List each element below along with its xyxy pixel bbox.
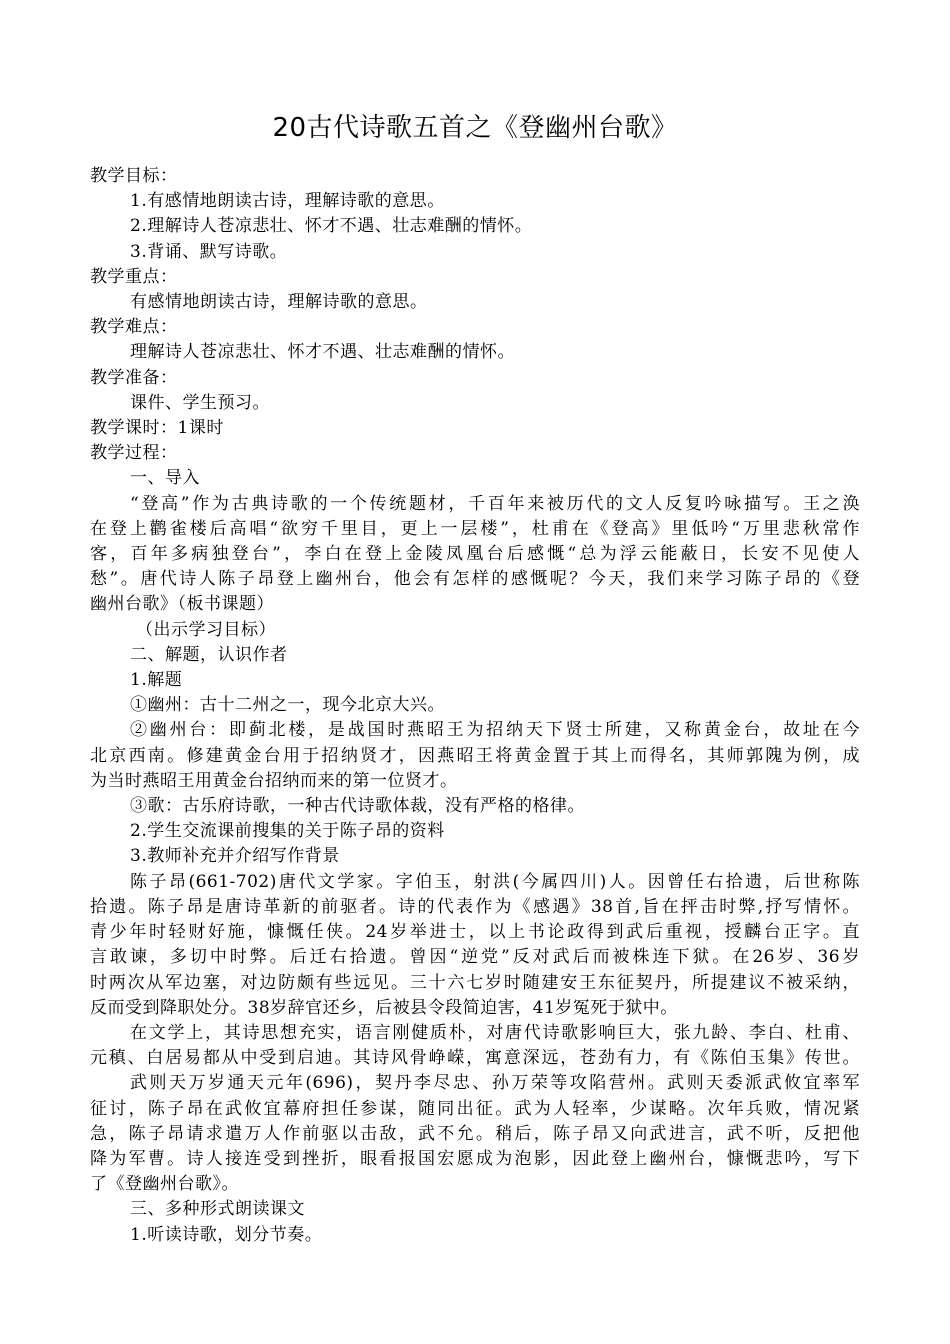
- text-line: 1.听读诗歌，划分节奏。: [130, 1224, 323, 1245]
- text-line: 客，百年多病独登台”，李白在登上金陵凤凰台后感慨“总为浮云能蔽日，长安不见使人: [90, 544, 860, 565]
- text-line: 急，陈子昂请求遣万人作前驱以击敌，武不允。稍后，陈子昂又向武进言，武不听，反把他: [90, 1123, 860, 1144]
- text-line: ②幽州台：即蓟北楼，是战国时燕昭王为招纳天下贤士所建，又称黄金台，故址在今: [130, 720, 860, 741]
- text-line: 陈子昂(661-702)唐代文学家。字伯玉，射洪(今属四川)人。因曾任右拾遗，后世称陈: [130, 871, 860, 892]
- text-line: 课件、学生预习。: [130, 392, 270, 413]
- text-line: 教学目标：: [90, 166, 178, 186]
- text-line: 反而受到降职处分。38岁辞官还乡，后被县令段简迫害，41岁冤死于狱中。: [90, 997, 678, 1018]
- document-title: 20古代诗歌五首之《登幽州台歌》: [272, 113, 678, 143]
- text-line: 时两次从军边塞，对边防颇有些远见。三十六七岁时随建安王东征契丹，所提建议不被采纳，: [90, 972, 860, 993]
- text-line: 1.解题: [130, 670, 183, 691]
- text-line: 青少年时轻财好施，慷慨任侠。24岁举进士，以上书论政得到武后重视，授麟台正字。直: [90, 922, 860, 943]
- text-line: 3.教师补充并介绍写作背景: [130, 846, 340, 867]
- text-line: 幽州台歌》（板书课题）: [90, 594, 274, 615]
- text-line: 元稹、白居易都从中受到启迪。其诗风骨峥嵘，寓意深远，苍劲有力，有《陈伯玉集》传世。: [90, 1048, 860, 1069]
- text-line: 教学准备：: [90, 367, 178, 388]
- text-line: 降为军曹。诗人接连受到挫折，眼看报国宏愿成为泡影，因此登上幽州台，慷慨悲吟，写下: [90, 1148, 860, 1169]
- text-line: 教学重点：: [90, 266, 178, 287]
- text-line: 一、导入: [130, 468, 200, 489]
- text-line: 1.有感情地朗读古诗，理解诗歌的意思。: [130, 191, 445, 212]
- text-line: ③歌：古乐府诗歌，一种古代诗歌体裁，没有严格的格律。: [130, 796, 585, 817]
- text-line: 在文学上，其诗思想充实，语言刚健质朴，对唐代诗歌影响巨大，张九龄、李白、杜甫、: [130, 1022, 860, 1043]
- text-line: 二、解题，认识作者: [130, 644, 288, 665]
- text-line: 三、多种形式朗读课文: [130, 1199, 305, 1220]
- text-line: 教学课时：1课时: [90, 418, 224, 439]
- text-line: 征讨，陈子昂在武攸宜幕府担任参谋，随同出征。武为人轻率，少谋略。次年兵败，情况紧: [90, 1098, 860, 1119]
- text-line: 了《登幽州台歌》。: [90, 1174, 239, 1195]
- text-line: （出示学习目标）: [136, 619, 276, 640]
- text-line: “登高”作为古典诗歌的一个传统题材，千百年来被历代的文人反复吟咏描写。王之涣: [130, 493, 860, 514]
- text-line: 在登上鹳雀楼后高唱“欲穷千里目，更上一层楼”，杜甫在《登高》里低吟“万里悲秋常作: [90, 518, 860, 539]
- text-line: 2.理解诗人苍凉悲壮、怀才不遇、壮志难酬的情怀。: [130, 216, 533, 237]
- text-line: 有感情地朗读古诗，理解诗歌的意思。: [130, 292, 428, 313]
- text-line: 教学过程：: [90, 443, 178, 464]
- text-line: 愁”。唐代诗人陈子昂登上幽州台，他会有怎样的感慨呢？今天，我们来学习陈子昂的《登: [90, 569, 860, 590]
- text-line: 言敢谏，多切中时弊。后迁右拾遗。曾因“逆党”反对武后而被株连下狱。在26岁、36岁: [90, 947, 860, 968]
- text-line: 为当时燕昭王用黄金台招纳而来的第一位贤才。: [90, 770, 458, 791]
- text-line: 拾遗。陈子昂是唐诗革新的前驱者。诗的代表作为《感遇》38首,旨在抨击时弊,抒写情怀。: [90, 896, 860, 917]
- text-line: 3.背诵、默写诗歌。: [130, 241, 288, 262]
- document-body: [90, 164, 860, 1248]
- text-line: 教学难点：: [90, 317, 178, 338]
- text-line: 武则天万岁通天元年(696)，契丹李尽忠、孙万荣等攻陷营州。武则天委派武攸宜率军: [130, 1073, 860, 1094]
- text-line: ①幽州：古十二州之一，现今北京大兴。: [130, 695, 445, 716]
- text-line: 理解诗人苍凉悲壮、怀才不遇、壮志难酬的情怀。: [130, 342, 515, 363]
- text-line: 北京西南。修建黄金台用于招纳贤才，因燕昭王将黄金置于其上而得名，其师郭隗为例，成: [90, 745, 860, 766]
- text-line: 2.学生交流课前搜集的关于陈子昂的资料: [130, 821, 445, 842]
